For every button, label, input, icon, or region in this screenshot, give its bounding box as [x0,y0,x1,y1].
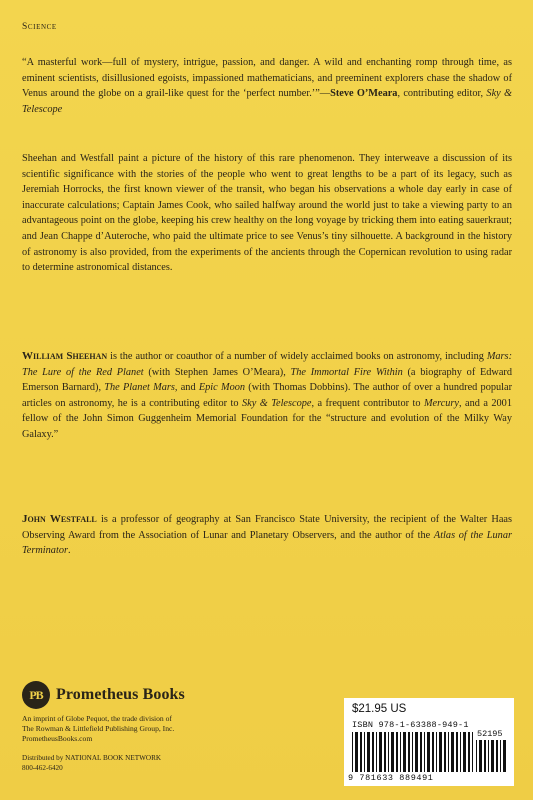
barcode-bar [456,732,458,772]
magazine-title: Mercury [423,397,460,409]
review-quote [22,55,512,117]
book-title: Atlas of the Lunar Terminator [22,529,512,557]
category-label: Science [22,22,57,32]
ean-digits: 9 781633 889491 [348,773,434,783]
imprint-line: The Rowman & Littlefield Publishing Group, Inc. [22,724,175,733]
barcode-bar [476,740,477,772]
barcode-bar [500,740,501,772]
bio-text: , a frequent contributor to [311,397,424,409]
barcode-bar [412,732,413,772]
barcode-bar [388,732,389,772]
barcode-bar [484,740,486,772]
barcode-bar [420,732,422,772]
bio-text: and [177,382,199,394]
book-title: Epic Moon [198,382,246,394]
logo-monogram: PB [29,688,43,702]
barcode-bar [444,732,446,772]
distribution-info [22,753,322,773]
barcode-bar [448,732,449,772]
barcode-bar [468,732,470,772]
barcode-bar [391,732,394,772]
price-barcode-icon [476,740,508,772]
quote-role: , contributing editor, [397,88,487,100]
barcode-bar [491,740,494,772]
publisher-block [22,681,322,773]
author-name: William Sheehan [22,350,108,362]
barcode-bar [415,732,418,772]
barcode-bar [400,732,401,772]
barcode-bar [503,740,506,772]
barcode-bar [364,732,365,772]
bio-text: is a professor of geography at San Francisco State University, the recipient of the Walter Haas Observing Award from the Association of Lunar and Planetary Observers, and the author of the [22,514,512,541]
barcode-bar [496,740,498,772]
author-name: John Westfall [22,513,97,525]
barcode-bar [384,732,386,772]
price-label: $21.95 US [352,703,407,715]
publisher-logo-icon [22,681,50,709]
imprint-line: An imprint of Globe Pequot, the trade division of [22,714,172,723]
barcode-bar [488,740,489,772]
barcode-bar [463,732,466,772]
price-code: 52195 [477,729,503,739]
barcode-bar [355,732,358,772]
barcode-box [344,698,514,786]
author-bio-sheehan [22,349,512,443]
barcode-bar [427,732,430,772]
barcode-bar [432,732,434,772]
quote-publication: Sky & Telescope [22,88,513,115]
barcode-bar [436,732,437,772]
publisher-name: Prometheus Books [56,686,185,703]
barcode-bar [372,732,374,772]
barcode-bar [451,732,454,772]
barcode-bar [424,732,425,772]
bio-text: , and a 2001 fellow of the John Simon Guggenheim Memorial Foundation for the “structure and evolution of the Milky Way Galaxy.” [22,397,512,440]
barcode-bar [396,732,398,772]
bio-text: . [67,545,71,557]
barcode-bar [367,732,370,772]
barcode-bar [352,732,353,772]
distributor: Distributed by NATIONAL BOOK NETWORK [22,754,162,762]
bio-text: is the author or coauthor of a number of widely acclaimed books on astronomy, including [107,351,487,362]
barcode-bar [403,732,406,772]
barcode-bar [379,732,382,772]
quote-author: Steve O’Meara [330,88,398,100]
publisher-logo-row [22,681,322,709]
distributor-phone: 800-462-6420 [22,764,63,772]
book-title: The Planet Mars, [104,382,178,394]
bio-text: (a biography of Edward Emerson Barnard), [22,366,512,394]
isbn-label: ISBN 978-1-63388-949-1 [352,720,469,730]
barcode-bar [479,740,482,772]
bio-text: (with Thomas Dobbins). The author of over a hundred popular articles on astronomy, he is a contributing editor to [22,382,513,409]
publisher-website: PrometheusBooks.com [22,734,93,743]
barcode-bar [460,732,461,772]
book-title: Mars: The Lure of the Red Planet [22,351,512,378]
magazine-title: Sky & Telescope [242,397,312,409]
barcode-bar [439,732,442,772]
quote-text: “A masterful work—full of mystery, intrigue, passion, and danger. A wild and enchanting romp through time, as eminent scientists, disillusioned egoists, impassioned mathematicians, and preeminent explorers chase the shadow of Venus around the globe on a grail-like quest for the ‘perfect number.’”— [22,57,512,100]
book-title: The Immortal Fire Within [290,366,403,378]
bio-text: (with Stephen James O’Meara), [143,366,291,378]
barcode-bar [408,732,410,772]
book-description: Sheehan and Westfall paint a picture of the history of this rare phenomenon. They interweave a discussion of its scientific significance with the stories of the people who went to great lengths to be a part of its legacy, such as Jeremiah Horrocks, the first known viewer of the transit, who began his observations a whole day early in case of inaccurate calculations; Captain James Cook, who sailed halfway around the world just to take a viewing party to an advantageous point on the globe, keeping his crew healthy on the long voyage by tricking them into eating sauerkraut; and Jean Chappe d’Auteroche, who paid the ultimate price to see Venus’s tiny silhouette. A background in the history of astronomy is also provided, from the experiments of the ancients through the Copernican revolution to using radar to determine astronomical distances. [22,153,512,274]
ean-barcode-icon [352,732,474,772]
barcode-bar [360,732,362,772]
author-bio-westfall [22,512,512,559]
barcode-bar [376,732,377,772]
imprint-info [22,714,322,744]
barcode-bar [472,732,473,772]
